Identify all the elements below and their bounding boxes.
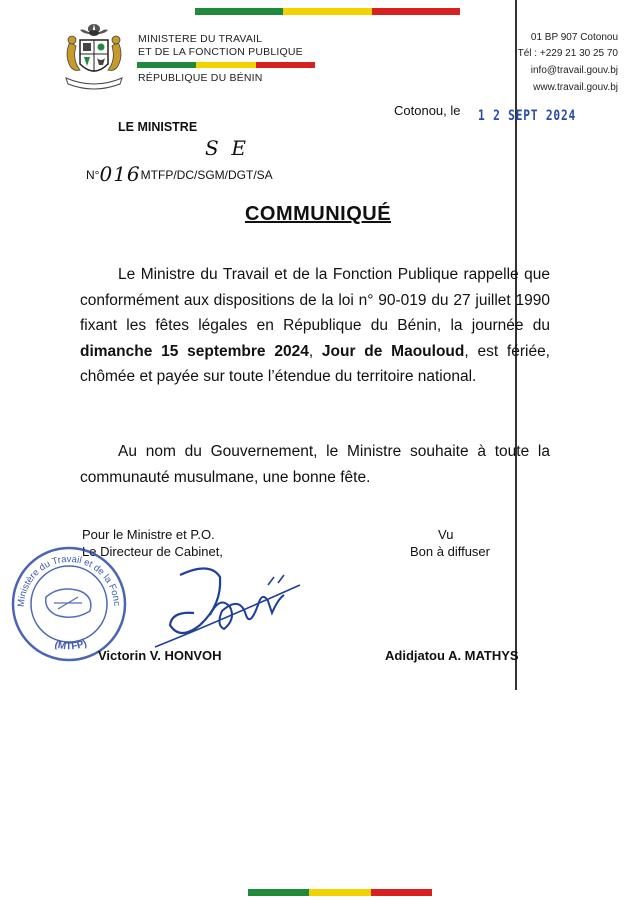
top-flag-bar [195,8,460,15]
reference-number-handwritten: 016 [99,162,141,186]
ministry-flag-bar [137,62,315,68]
p1-date-bold: dimanche 15 septembre 2024 [80,342,309,360]
p1-holiday-bold: Jour de Maouloud [321,342,465,360]
svg-text:(MTFP) [53,638,88,652]
stamp-text-bottom: (MTFP) [53,638,89,653]
coat-of-arms-emblem [58,20,130,94]
minister-title: LE MINISTRE [118,120,198,134]
signatory-right-name: Adidjatou A. MATHYS [385,648,519,663]
p1-text-a: Le Ministre du Travail et de la Fonction Publique rappelle que conformément aux dispositions de la loi n° 90-019 du 27 juillet 1990 fixant les fêtes légales en République du Bénin, la journée du [80,266,550,334]
handwritten-initials: S E [205,136,247,160]
official-stamp [10,545,128,663]
contact-po-box: 01 BP 907 Cotonou [530,32,618,43]
document-title: COMMUNIQUÉ [244,203,392,225]
signature-right-line1: Vu [438,527,454,542]
handwritten-signature [150,555,310,655]
date-stamp: 1 2 SEPT 2024 [478,108,577,124]
reference-number-line [86,160,273,184]
svg-text:Ministère du Travail et de la [10,545,122,607]
contact-website: www.travail.gouv.bj [533,82,618,93]
body-paragraph-1 [80,262,550,390]
signature-left-line2: Le Directeur de Cabinet, [82,544,223,559]
ministry-name-line1: MINISTERE DU TRAVAIL [138,33,263,45]
signature-left-line1: Pour le Ministre et P.O. [82,527,215,542]
contact-email: info@travail.gouv.bj [530,65,618,76]
ministry-name-line2: ET DE LA FONCTION PUBLIQUE [138,46,303,58]
reference-suffix: MTFP/DC/SGM/DGT/SA [140,168,273,182]
body-paragraph-2: Au nom du Gouvernement, le Ministre souhaite à toute la communauté musulmane, une bonne fête. [80,443,550,486]
bottom-flag-bar [248,889,432,896]
reference-prefix: N° [86,168,100,182]
date-prefix: Cotonou, le [394,103,461,118]
signature-right-line2: Bon à diffuser [410,544,490,559]
p1-text-b: , [308,342,322,360]
p1-text-c: , est fériée, chômée et payée sur toute l’étendue du territoire national. [80,342,550,385]
stamp-text-top: Ministère du Travail et de la Fonc [15,553,123,608]
signatory-left-name: Victorin V. HONVOH [98,648,222,663]
contact-phone: Tél : +229 21 30 25 70 [517,48,618,59]
republic-name: RÉPUBLIQUE DU BÉNIN [138,72,263,84]
